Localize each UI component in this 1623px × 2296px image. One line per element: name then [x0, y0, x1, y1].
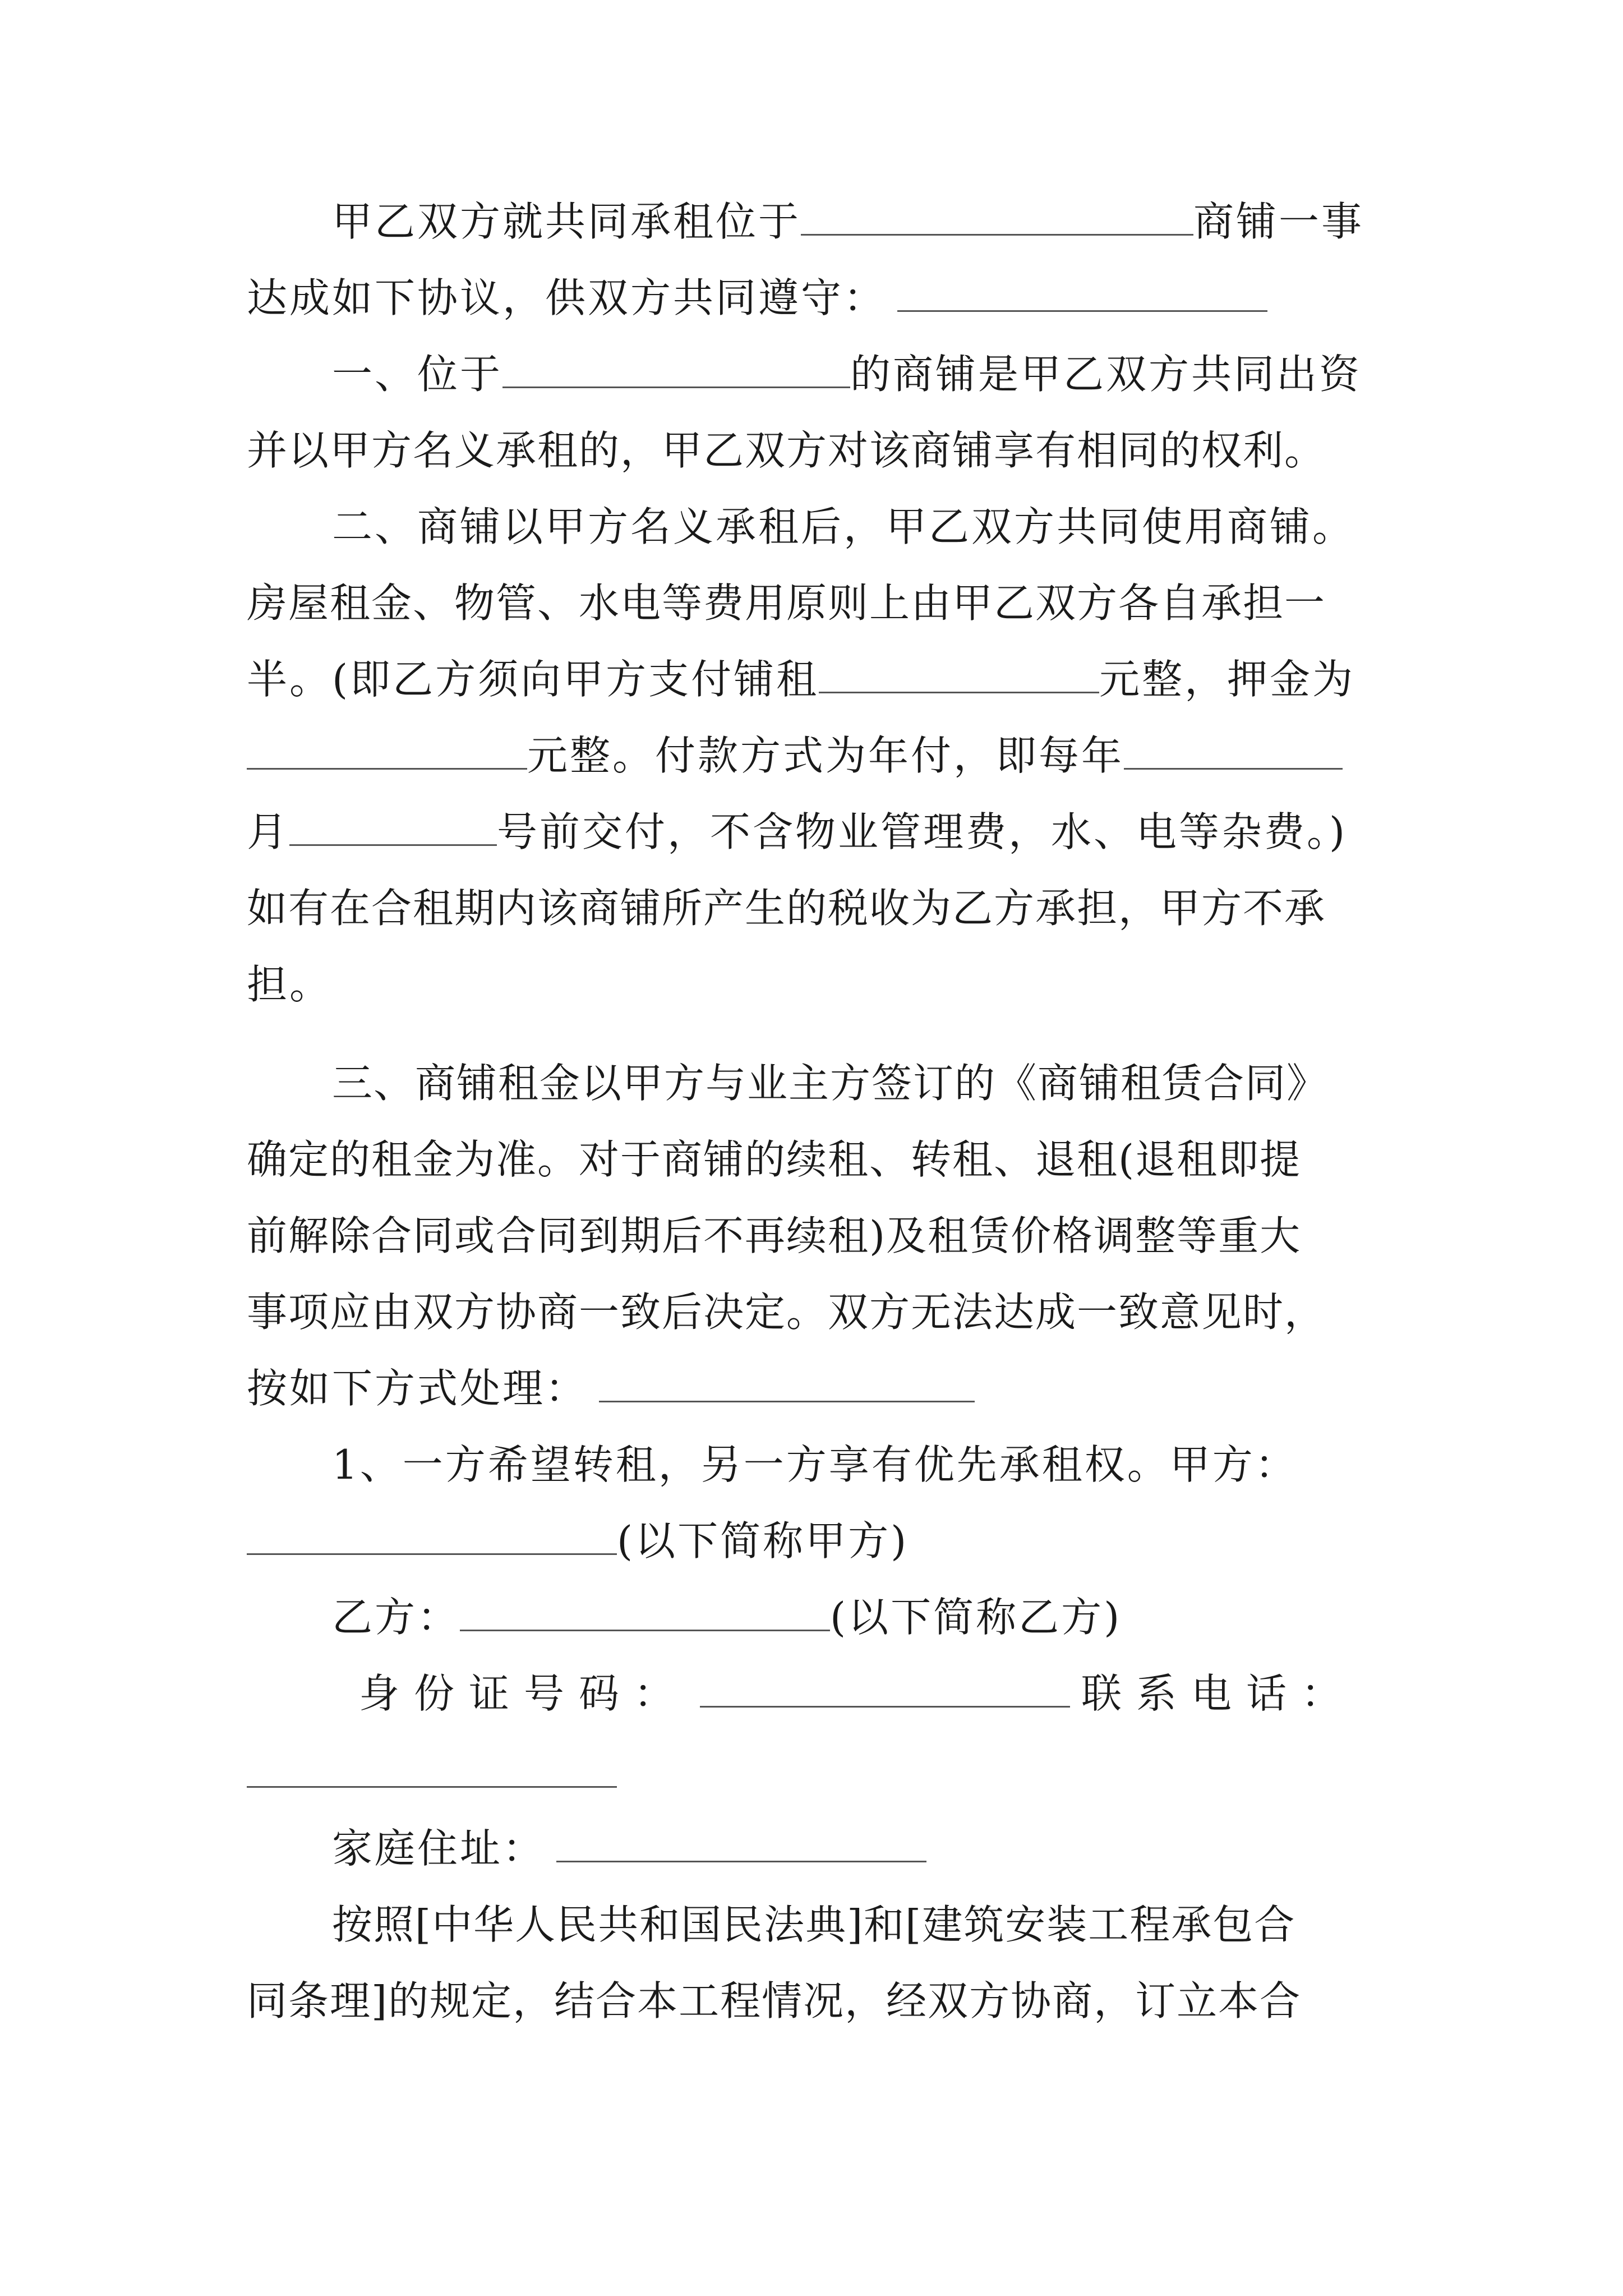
- paragraph-line: 三、商铺租金以甲方与业主方签订的《商铺租赁合同》: [332, 1060, 1329, 1107]
- paragraph-line: 按如下方式处理：: [247, 1358, 1380, 1419]
- paragraph-line: 前解除合同或合同到期后不再续租)及租赁价格调整等重大: [247, 1212, 1302, 1259]
- blank-field-shop-address: [502, 346, 850, 388]
- paragraph-line: 确定的租金为准。对于商铺的续租、转租、退租(退租即提: [247, 1136, 1302, 1183]
- paragraph-line: 担。: [247, 961, 333, 1008]
- paragraph-line: 房屋租金、物管、水电等费用原则上由甲乙双方各自承担一: [247, 579, 1326, 627]
- blank-field-id-number: [700, 1665, 1070, 1708]
- blank-field-party-b: [460, 1589, 830, 1631]
- paragraph-line: 甲乙双方就共同承租位于 商铺一事: [247, 191, 1380, 252]
- paragraph-line: 一、位于 的商铺是甲乙双方共同出资: [247, 343, 1380, 405]
- blank-field: [599, 1360, 975, 1402]
- blank-field-rent: [819, 651, 1099, 693]
- paragraph-line: 身份证号码： 联系电话：: [247, 1663, 1380, 1724]
- paragraph-line: 半。(即乙方须向甲方支付铺租 元整，押金为: [247, 648, 1380, 710]
- paragraph-line: 二、商铺以甲方名义承租后，甲乙双方共同使用商铺。: [332, 503, 1355, 550]
- paragraph-line: (以下简称甲方): [247, 1510, 1380, 1572]
- blank-field: [897, 270, 1267, 312]
- blank-field-party-a: [247, 1513, 617, 1555]
- paragraph-line: 如有在合租期内该商铺所产生的税收为乙方承担，甲方不承: [247, 885, 1326, 932]
- paragraph-line: 同条理]的规定，结合本工程情况，经双方协商，订立本合: [247, 1977, 1302, 2024]
- paragraph-line: 元整。付款方式为年付，即每年: [247, 725, 1380, 786]
- paragraph-line: 1、一方希望转租，另一方享有优先承租权。甲方：: [332, 1441, 1298, 1488]
- blank-field-shop-location: [801, 194, 1193, 236]
- blank-field-month: [1124, 728, 1343, 770]
- blank-field-home-address: [556, 1820, 926, 1862]
- blank-field-deposit: [247, 728, 527, 770]
- paragraph-line: 并以甲方名义承租的，甲乙双方对该商铺享有相同的权利。: [247, 427, 1326, 474]
- paragraph-line: 按照[中华人民共和国民法典]和[建筑安装工程承包合: [332, 1901, 1296, 1948]
- blank-field-day: [289, 804, 497, 846]
- paragraph-line: 家庭住址：: [247, 1818, 1380, 1879]
- blank-field-phone: [247, 1786, 617, 1788]
- paragraph-line: 达成如下协议，供双方共同遵守：: [247, 267, 1380, 329]
- paragraph-line: 乙方： (以下简称乙方): [247, 1586, 1380, 1648]
- paragraph-line: 事项应由双方协商一致后决定。双方无法达成一致意见时，: [247, 1289, 1326, 1336]
- paragraph-line: 月 号前交付，不含物业管理费，水、电等杂费。): [247, 801, 1380, 863]
